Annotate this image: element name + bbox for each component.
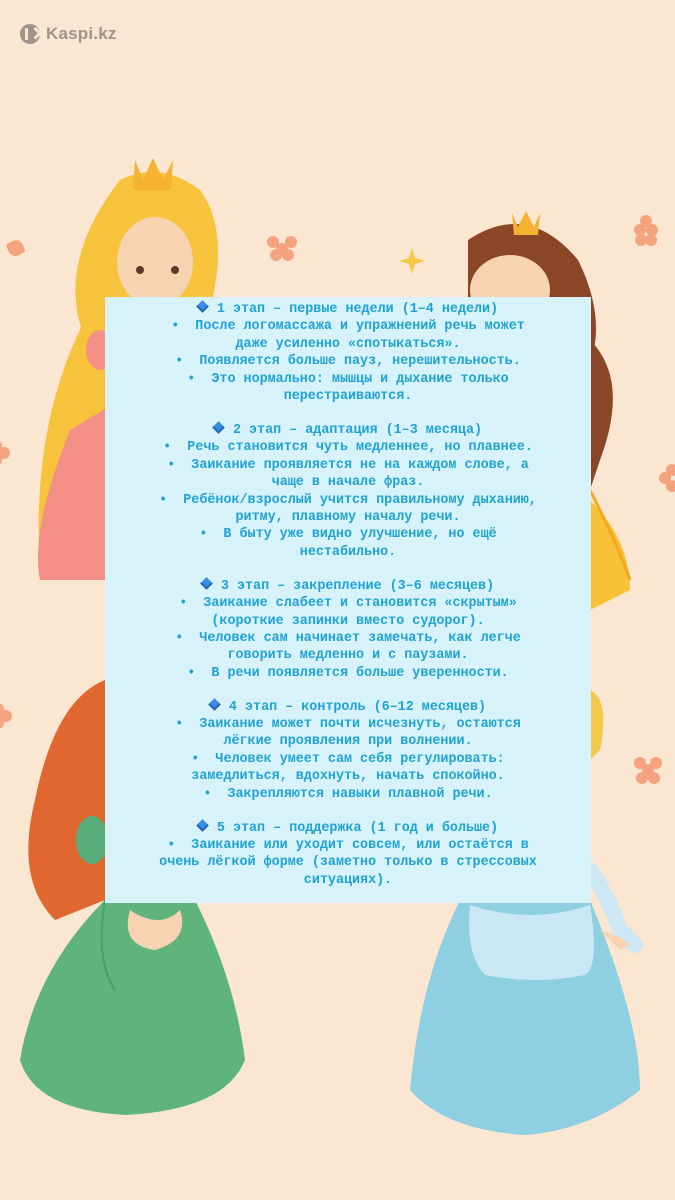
- kaspi-logo-icon: [20, 24, 40, 44]
- stage-line: • Это нормально: мышцы и дыхание только: [187, 371, 509, 387]
- stage-title-text: 5 этап – поддержка (1 год и больше): [216, 820, 499, 836]
- kaspi-logo: [20, 24, 117, 44]
- stage-line: ситуациях).: [303, 872, 393, 888]
- blue-diamond-icon: [212, 421, 225, 434]
- stage-section: [107, 422, 589, 561]
- stage-title-text: 2 этап – адаптация (1–3 месяца): [232, 422, 483, 438]
- stage-line: чаще в начале фраз.: [271, 475, 425, 491]
- stage-line: очень лёгкой форме (заметно только в стрессовых: [159, 855, 537, 871]
- blue-diamond-icon: [208, 698, 221, 711]
- blue-diamond-icon: [200, 577, 213, 590]
- stage-line: говорить медленно и с паузами.: [227, 648, 469, 664]
- blue-diamond-icon: [196, 300, 209, 313]
- stage-line: • После логомассажа и упражнений речь может: [171, 319, 525, 335]
- sparkle-icon: [399, 248, 425, 274]
- stage-line: • Человек умеет сам себя регулировать:: [191, 751, 505, 767]
- stage-line: лёгкие проявления при волнении.: [223, 734, 473, 750]
- stage-line: • Закрепляются навыки плавной речи.: [203, 786, 493, 802]
- stage-line: замедлиться, вдохнуть, начать спокойно.: [191, 769, 505, 785]
- stage-line: • Речь становится чуть медленнее, но плавнее.: [163, 440, 533, 456]
- stage-title: [107, 578, 589, 595]
- stage-line: • Заикание может почти исчезнуть, остаются: [175, 717, 521, 733]
- stage-section: [107, 820, 589, 890]
- stage-title-text: 3 этап – закрепление (3–6 месяцев): [220, 578, 495, 594]
- stage-title-text: 4 этап – контроль (6–12 месяцев): [228, 699, 487, 715]
- blue-diamond-icon: [196, 819, 209, 832]
- stage-line: даже усиленно «спотыкаться».: [235, 336, 461, 352]
- stage-title: [107, 699, 589, 716]
- stage-line: • Заикание слабеет и становится «скрытым»: [179, 596, 517, 612]
- stage-section: [107, 301, 589, 405]
- stage-line: • Человек сам начинает замечать, как легче: [175, 630, 521, 646]
- stage-line: • В быту уже видно улучшение, но ещё: [199, 527, 497, 543]
- stage-section: [107, 699, 589, 803]
- stage-title: [107, 820, 589, 837]
- stage-title: [107, 301, 589, 318]
- stage-title-text: 1 этап – первые недели (1–4 недели): [216, 302, 499, 317]
- stage-line: • Появляется больше пауз, нерешительность.: [175, 354, 521, 370]
- stage-line: • Ребёнок/взрослый учится правильному дыханию,: [159, 492, 537, 508]
- stage-line: • В речи появляется больше уверенности.: [187, 665, 509, 681]
- stage-title: [107, 422, 589, 439]
- brand-name: Kaspi.kz: [46, 24, 117, 43]
- stages-card: [105, 297, 591, 903]
- stage-line: • Заикание или уходит совсем, или остаётся в: [167, 837, 529, 853]
- stage-line: перестраиваются.: [283, 389, 413, 405]
- stage-line: • Заикание проявляется не на каждом слове, а: [167, 457, 529, 473]
- stage-line: ритму, плавному началу речи.: [235, 509, 461, 525]
- stage-section: [107, 578, 589, 682]
- stage-line: (короткие запинки вместо судорог).: [211, 613, 485, 629]
- stage-line: нестабильно.: [299, 544, 397, 560]
